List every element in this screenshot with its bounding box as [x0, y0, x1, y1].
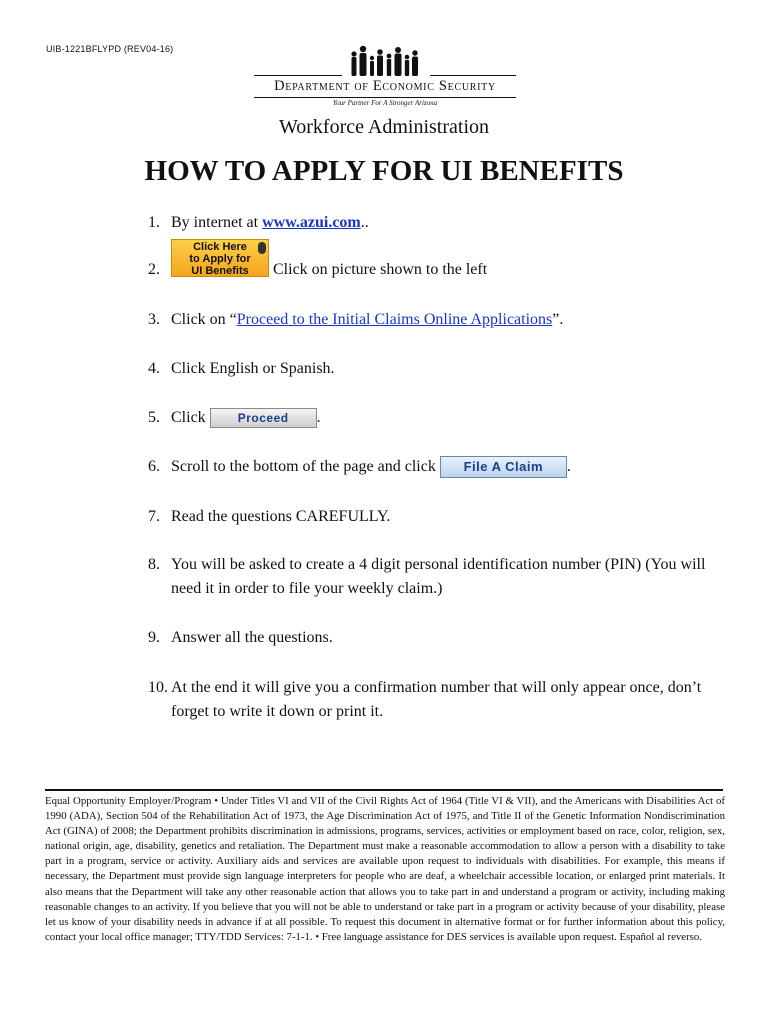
- step-number: 4.: [148, 360, 160, 377]
- apply-button-line-2: to Apply for: [189, 253, 251, 265]
- step-number: 3.: [148, 311, 160, 328]
- proceed-button[interactable]: Proceed: [210, 408, 317, 428]
- initial-claims-link[interactable]: Proceed to the Initial Claims Online Applications: [236, 311, 553, 328]
- step-text-before: Scroll to the bottom of the page and click: [171, 458, 440, 475]
- step-text-before: Click on “: [171, 311, 237, 328]
- step-text: You will be asked to create a 4 digit personal identification number (PIN) (You will need it in order to file your weekly claim.): [171, 556, 706, 597]
- form-code: UIB-1221BFLYPD (REV04-16): [46, 44, 174, 54]
- tagline: Your Partner For A Stronger Arizona: [332, 99, 438, 107]
- step-text: Read the questions CAREFULLY.: [171, 508, 391, 525]
- department-underline: [254, 97, 516, 98]
- department-name: Department of Economic Security: [274, 78, 496, 94]
- step-text: [171, 239, 738, 277]
- apply-for-ui-benefits-button[interactable]: [171, 239, 269, 277]
- logo-rule-right: [430, 75, 516, 76]
- step-number: 8.: [148, 556, 160, 573]
- step-text: [171, 308, 738, 332]
- step-instruction: Click on picture shown to the left: [273, 260, 488, 278]
- step-text: [171, 455, 738, 479]
- file-a-claim-button[interactable]: File A Claim: [440, 456, 567, 478]
- step-text-after: .: [566, 458, 571, 475]
- step-number: 2.: [148, 261, 160, 278]
- apply-button-line-1: Click Here: [193, 241, 247, 253]
- apply-button-line-3: UI Benefits: [191, 265, 249, 277]
- step-number: 9.: [148, 629, 160, 646]
- logo-rule-left: [254, 75, 342, 76]
- step-text-before: By internet at: [171, 214, 263, 231]
- step-text-after: ..: [360, 214, 369, 231]
- des-logo: [254, 44, 516, 108]
- equal-opportunity-notice: Equal Opportunity Employer/Program • Under Titles VI and VII of the Civil Rights Act of 1964 (Title VI & VII), and the Americans with Disabilities Act of 1990 (ADA), Section 504 of the Rehabilitation Act of 1973, the Age Discrimination Act of 1975, and Title II of the Genetic Information Nondiscrimination Act (GINA) of 2008; the Department prohibits discrimination in admissions, programs, services, activities or employment based on race, color, religion, sex, national origin, age, disability, genetics and retaliation. The Department must make a reasonable accommodation to allow a person with a disability to take part in a program, service or activity. Auxiliary aids and services are available upon request to individuals with disabilities. For example, this means if necessary, the Department must provide sign language interpreters for people who are deaf, a wheelchair accessible location, or enlarged print materials. It also means that the Department will take any other reasonable action that allows you to take part in and understand a program or activity, including making reasonable changes to an activity. If you believe that you will not be able to understand or take part in a program or activity because of your disability, please let us know of your disability needs in advance if at all possible. To request this document in alternative format or for further information about this policy, contact your local office manager; TTY/TDD Services: 7-1-1. • Free language assistance for DES services is available upon request. Español al reverso.: [45, 795, 725, 943]
- step-text-after: ”.: [552, 311, 564, 328]
- step-text: At the end it will give you a confirmation number that will only appear once, don’t forget to write it down or print it.: [171, 679, 702, 720]
- page-title: HOW TO APPLY FOR UI BENEFITS: [144, 155, 624, 187]
- step-number: 6.: [148, 458, 160, 475]
- step-text-before: Click: [171, 409, 210, 426]
- mouse-icon: [258, 242, 266, 254]
- division-name: Workforce Administration: [278, 116, 489, 138]
- step-text: [171, 211, 738, 235]
- step-text: Click English or Spanish.: [171, 360, 335, 377]
- step-text-after: .: [316, 409, 321, 426]
- step-number: 10.: [148, 679, 168, 696]
- step-number: 5.: [148, 409, 160, 426]
- step-number: 1.: [148, 214, 160, 231]
- azui-link[interactable]: www.azui.com: [262, 214, 361, 231]
- step-text: Answer all the questions.: [171, 629, 333, 646]
- footer-divider: [45, 789, 723, 791]
- family-silhouette-icon: [348, 44, 422, 78]
- step-number: 7.: [148, 508, 160, 525]
- step-text: [171, 406, 738, 430]
